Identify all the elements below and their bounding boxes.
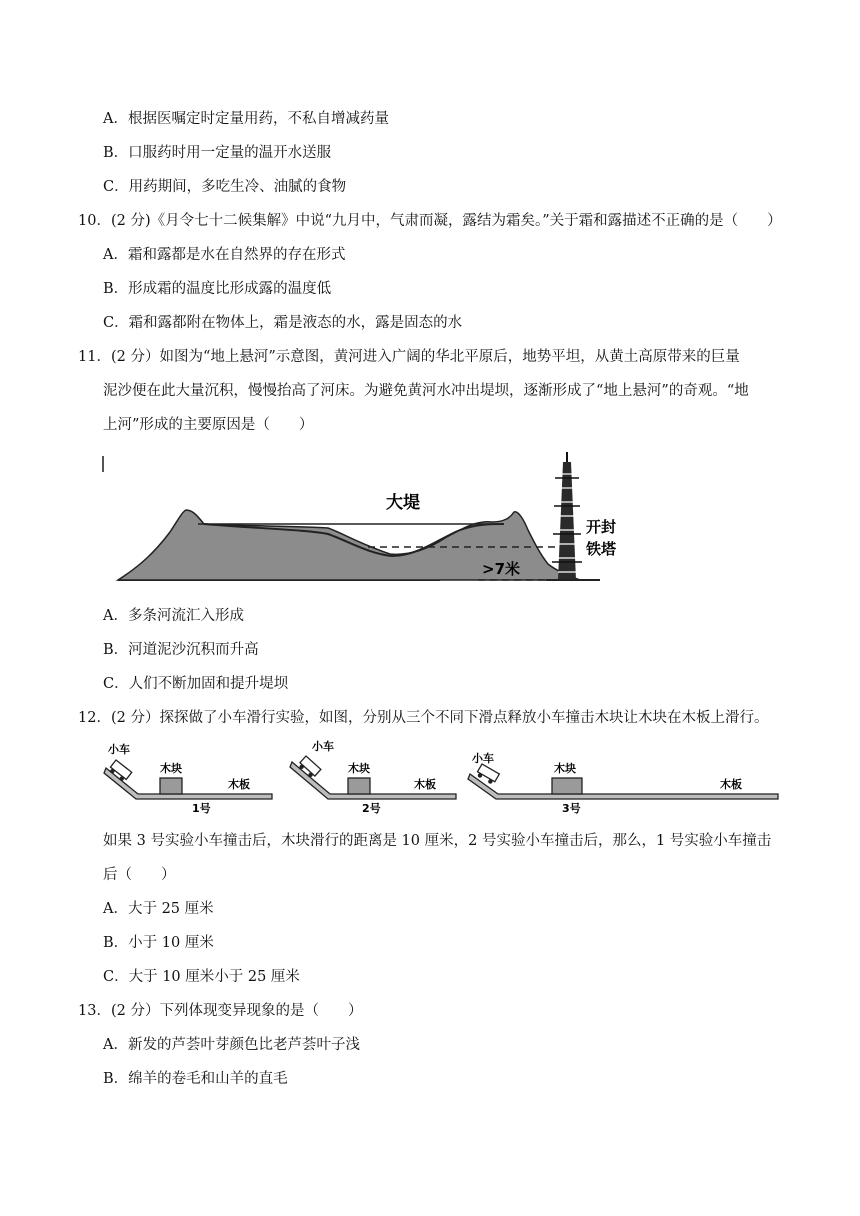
q10-option-c: C．霜和露都附在物体上，霜是液态的水，露是固态的水 bbox=[103, 315, 463, 331]
q10-stem: 10．(2 分)《月令七十二候集解》中说“九月中，气肃而凝，露结为霜矣。”关于霜和露描述不正确的是（ ） bbox=[78, 213, 782, 229]
ramp-experiment-figure bbox=[104, 738, 794, 814]
tower-label-1: 开封 bbox=[586, 518, 617, 536]
suspended-river-figure bbox=[100, 448, 617, 590]
car-label: 小车 bbox=[108, 743, 130, 756]
q11-option-a: A．多条河流汇入形成 bbox=[103, 608, 244, 624]
q9-option-a: A．根据医嘱定时定量用药，不私自增减药量 bbox=[103, 111, 389, 127]
iron-tower-icon bbox=[552, 452, 582, 580]
car-label: 小车 bbox=[472, 752, 494, 765]
q11-stem-line-3: 上河”形成的主要原因是（ ） bbox=[103, 417, 314, 433]
q11-stem-line-1: 11．(2 分）如图为“地上悬河”示意图，黄河进入广阔的华北平原后，地势平坦，从黄土高原带来的巨量 bbox=[78, 349, 740, 365]
block-label: 木块 bbox=[554, 762, 576, 775]
q12-option-c: C．大于 10 厘米小于 25 厘米 bbox=[103, 969, 300, 985]
q12-option-a: A．大于 25 厘米 bbox=[103, 901, 214, 917]
q12-stem: 12．(2 分）探探做了小车滑行实验，如图，分别从三个不同下滑点释放小车撞击木块让木块在木板上滑行。 bbox=[78, 710, 769, 726]
ramp-setup-3 bbox=[468, 751, 778, 815]
q13-stem: 13．(2 分）下列体现变异现象的是（ ） bbox=[78, 1003, 363, 1019]
height-label: >7米 bbox=[482, 560, 521, 578]
ramp-setup-1 bbox=[104, 742, 272, 815]
q10-option-b: B．形成霜的温度比形成露的温度低 bbox=[103, 281, 332, 297]
q12-cont-line-1: 如果 3 号实验小车撞击后，木块滑行的距离是 10 厘米，2 号实验小车撞击后，那么，1 号实验小车撞击 bbox=[103, 833, 772, 849]
q9-option-c: C．用药期间，多吃生冷、油腻的食物 bbox=[103, 179, 347, 195]
q12-cont-line-2: 后（ ） bbox=[103, 867, 176, 883]
block-label: 木块 bbox=[348, 762, 370, 775]
number-label-1: 1号 bbox=[192, 802, 211, 815]
q13-option-a: A．新发的芦荟叶芽颜色比老芦荟叶子浅 bbox=[103, 1037, 360, 1053]
number-label-3: 3号 bbox=[562, 802, 581, 815]
board-label: 木板 bbox=[720, 778, 742, 791]
board-label: 木板 bbox=[414, 778, 436, 791]
block-icon bbox=[160, 778, 182, 794]
car-label: 小车 bbox=[312, 740, 334, 753]
q11-option-c: C．人们不断加固和提升堤坝 bbox=[103, 676, 289, 692]
number-label-2: 2号 bbox=[362, 802, 381, 815]
q12-option-b: B．小于 10 厘米 bbox=[103, 935, 214, 951]
block-icon bbox=[552, 778, 582, 794]
q10-option-a: A．霜和露都是水在自然界的存在形式 bbox=[103, 247, 346, 263]
dike-label: 大堤 bbox=[386, 493, 420, 513]
q11-stem-line-2: 泥沙便在此大量沉积，慢慢抬高了河床。为避免黄河水冲出堤坝，逐渐形成了“地上悬河”的奇观。“地 bbox=[103, 383, 749, 399]
block-icon bbox=[348, 778, 370, 794]
q11-option-b: B．河道泥沙沉积而升高 bbox=[103, 642, 259, 658]
q13-option-b: B．绵羊的卷毛和山羊的直毛 bbox=[103, 1071, 288, 1087]
board-label: 木板 bbox=[228, 778, 250, 791]
block-label: 木块 bbox=[160, 762, 182, 775]
tower-label-2: 铁塔 bbox=[586, 540, 617, 558]
ramp-setup-2 bbox=[290, 739, 456, 815]
q9-option-b: B．口服药时用一定量的温开水送服 bbox=[103, 145, 332, 161]
